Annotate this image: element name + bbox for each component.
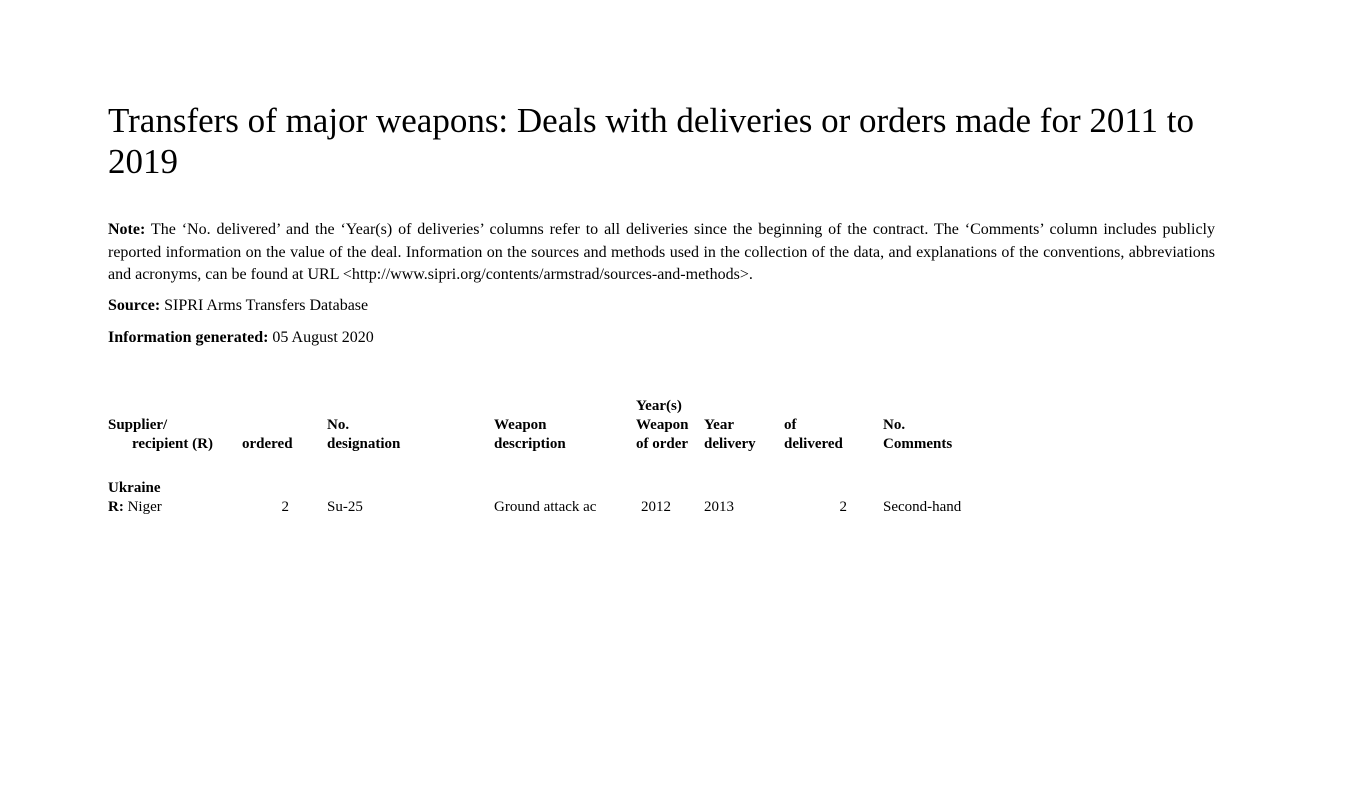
header-delivery: delivery [704, 436, 756, 452]
note-text: The ‘No. delivered’ and the ‘Year(s) of deliveries’ columns refer to all deliveries since the beginning of the contract. The ‘Comments’ column includes publicly reported information on the value of the deal. Information on the sources and methods used in the collection of the data, and explanations of the conventions, abbreviations and acronyms, can be found at URL <http://www.sipri.org/contents/armstrad/sources-and-methods>. [108, 221, 1215, 283]
note-label: Note: [108, 221, 146, 238]
header-supplier: Supplier/ [108, 417, 168, 433]
recipient-cell [108, 498, 162, 517]
header-recipient: recipient (R) [132, 436, 213, 452]
description-cell: Ground attack ac [494, 499, 597, 515]
header-description: description [494, 436, 566, 452]
header-no: No. [327, 417, 350, 433]
header-weapon: Weapon [494, 417, 547, 433]
generated-line [108, 328, 374, 348]
header-of: of [784, 417, 797, 433]
delivered-cell: 2 [839, 499, 847, 515]
header-weapon-2: Weapon [636, 417, 689, 433]
header-delivered: delivered [784, 436, 843, 452]
header-ordered: ordered [242, 436, 293, 452]
recipient-prefix: R: [108, 499, 124, 515]
source-line [108, 296, 368, 316]
supplier-name: Ukraine [108, 480, 161, 496]
header-of-order: of order [636, 436, 689, 452]
ordered-cell: 2 [281, 499, 289, 515]
header-years: Year(s) [636, 398, 682, 414]
header-comments: Comments [883, 436, 953, 452]
year-of-order-cell: 2012 [641, 499, 671, 515]
header-year: Year [704, 417, 734, 433]
source-value: SIPRI Arms Transfers Database [164, 297, 369, 314]
designation-cell: Su-25 [327, 499, 363, 515]
header-no-2: No. [883, 417, 906, 433]
year-delivery-cell: 2013 [704, 499, 734, 515]
header-designation: designation [327, 436, 401, 452]
page-title: Transfers of major weapons: Deals with deliveries or orders made for 2011 to 2019 [108, 101, 1195, 181]
comments-cell: Second-hand [883, 499, 962, 515]
source-label: Source: [108, 297, 161, 314]
recipient-name: Niger [127, 499, 162, 515]
generated-value: 05 August 2020 [272, 329, 374, 346]
generated-label: Information generated: [108, 329, 269, 346]
note-paragraph [108, 219, 1215, 287]
